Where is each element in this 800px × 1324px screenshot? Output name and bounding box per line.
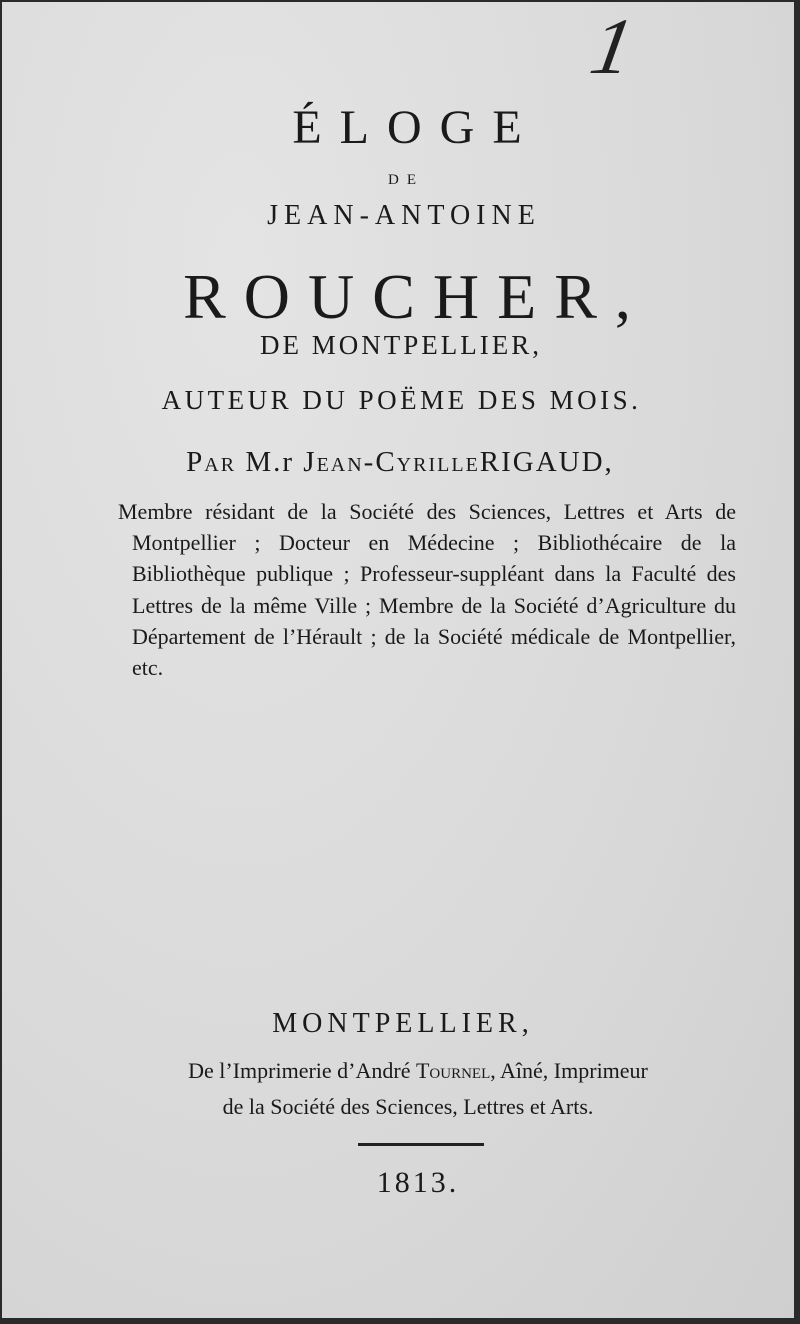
- title-first-names: JEAN-ANTOINE: [267, 200, 541, 231]
- divider-rule: [358, 1143, 484, 1146]
- title-page: [2, 2, 794, 1318]
- publication-year: 1813.: [376, 1166, 460, 1199]
- title-eloge: ÉLOGE: [292, 101, 540, 154]
- title-surname: ROUCHER,: [183, 261, 649, 332]
- title-origin: DE MONTPELLIER,: [260, 330, 542, 360]
- author-honorific: M.r: [245, 446, 295, 478]
- imprint-printer-start: De l’Imprimerie d’André: [188, 1058, 411, 1083]
- author-first-name: Jean-Cyrille: [303, 446, 480, 478]
- imprint-printer-line: [2, 1058, 794, 1084]
- imprint-printer-end: , Aîné, Imprimeur: [490, 1058, 648, 1083]
- folio-mark: 1: [584, 3, 640, 91]
- imprint-society-line: de la Société des Sciences, Lettres et Arts.: [222, 1094, 594, 1119]
- author-par: Par: [186, 446, 237, 478]
- imprint-city: MONTPELLIER,: [272, 1008, 534, 1039]
- title-subtitle: AUTEUR DU POËME DES MOIS.: [161, 385, 642, 415]
- imprint-printer-name: Tournel: [415, 1058, 491, 1083]
- author-line: [2, 446, 794, 479]
- title-de: DE: [388, 172, 424, 188]
- author-credentials: Membre résidant de la Société des Sciences, Lettres et Arts de Montpellier ; Docteur en Médecine ; Bibliothécaire de la Bibliothèque publique ; Professeur-suppléant dans la Faculté des Lettres de la même Ville ; Membre de la Société d’Agriculture du Département de l’Hérault ; de la Société médicale de Montpellier, etc.: [118, 499, 736, 681]
- author-surname: RIGAUD,: [479, 446, 614, 478]
